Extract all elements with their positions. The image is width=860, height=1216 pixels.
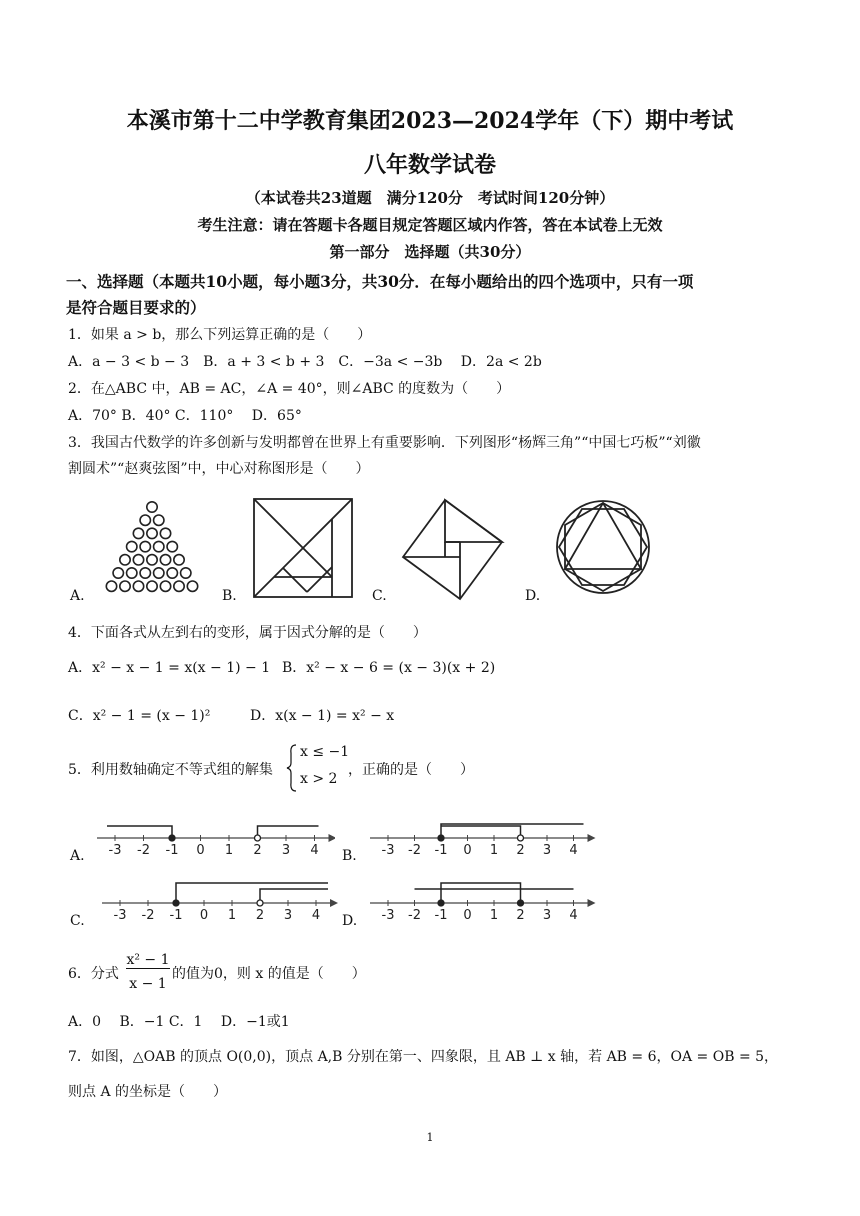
q5-inequality-1: x ≤ −1 — [300, 744, 350, 760]
number-line-a — [95, 810, 335, 860]
tick-label: 1 — [489, 843, 499, 858]
exam-title: 本溪市第十二中学教育集团2023—2024学年（下）期中考试 — [126, 108, 734, 134]
q3-label-c: C. — [372, 588, 387, 604]
tick-label: -2 — [408, 908, 421, 923]
solution-bracket — [107, 826, 172, 838]
tick-label: 2 — [255, 908, 265, 923]
tick-label: 3 — [542, 908, 552, 923]
endpoint-dot — [257, 900, 263, 906]
endpoint-dot — [173, 900, 179, 906]
q5-label-d: D. — [342, 913, 358, 929]
tick-label: 3 — [542, 843, 552, 858]
tick-label: -1 — [165, 843, 179, 858]
exam-subtitle: 八年数学试卷 — [363, 152, 496, 178]
tick-label: 0 — [463, 843, 472, 858]
triangle-circle — [133, 555, 143, 565]
axis-arrow — [588, 899, 596, 907]
endpoint-dot — [438, 835, 444, 841]
solution-bracket — [441, 826, 521, 838]
solution-bracket — [441, 883, 521, 903]
q2-stem: 2．在△ABC 中，AB = AC，∠A = 40°，则∠ABC 的度数为（ ） — [68, 381, 511, 397]
tick-label: -2 — [137, 843, 150, 858]
q4-option-d: D．x(x − 1) = x² − x — [250, 708, 395, 724]
triangle-circle — [120, 581, 130, 591]
endpoint-dot — [255, 835, 261, 841]
tick-label: -1 — [434, 843, 448, 858]
tick-label: 2 — [516, 908, 525, 923]
triangle-circle — [133, 581, 143, 591]
triangle-circle — [181, 568, 191, 578]
q4-option-a: A．x² − x − 1 = x(x − 1) − 1 — [68, 660, 271, 676]
q5-label-c: C. — [70, 913, 85, 929]
page-number: 1 — [426, 1131, 434, 1144]
exam-info: （本试卷共23道题 满分120分 考试时间120分钟） — [245, 189, 615, 207]
tick-label: -1 — [434, 908, 448, 923]
triangle-circle — [106, 581, 116, 591]
triangle-circle — [140, 515, 150, 525]
q4-option-b: B．x² − x − 6 = (x − 3)(x + 2) — [282, 660, 496, 676]
number-line-c — [100, 875, 340, 925]
triangle-circle — [154, 541, 164, 551]
triangle-circle — [154, 568, 164, 578]
q5-stem-prefix: 5．利用数轴确定不等式组的解集 — [68, 762, 273, 778]
solution-bracket — [258, 826, 319, 838]
tick-label: -2 — [408, 843, 421, 858]
q1-stem: 1．如果 a > b，那么下列运算正确的是（ ） — [68, 327, 372, 343]
q6-fraction-numerator: x² − 1 — [126, 952, 170, 968]
q7-line1: 7．如图，△OAB 的顶点 O(0,0)，顶点 A,B 分别在第一、四象限，且 AB ⊥ x 轴，若 AB = 6，OA = OB = 5， — [68, 1049, 779, 1065]
number-line-d — [368, 875, 608, 925]
tick-label: 4 — [311, 908, 321, 923]
tick-label: -3 — [381, 843, 395, 858]
tick-label: 0 — [196, 843, 205, 858]
tangram-figure — [252, 497, 354, 599]
triangle-circle — [113, 568, 123, 578]
tick-label: 4 — [569, 843, 578, 858]
q6-stem-prefix: 6．分式 — [68, 966, 119, 982]
solution-bracket — [176, 883, 328, 903]
q5-stem-suffix: ，正确的是（ ） — [348, 762, 474, 778]
tick-label: 1 — [489, 908, 499, 923]
triangle-circle — [187, 581, 197, 591]
tick-label: -3 — [108, 843, 122, 858]
tick-label: -1 — [169, 908, 183, 923]
tick-label: 2 — [253, 843, 262, 858]
triangle-circle — [160, 555, 170, 565]
q7-line2: 则点 A 的坐标是（ ） — [68, 1084, 228, 1100]
triangle-circle — [127, 568, 137, 578]
tick-label: -3 — [381, 908, 395, 923]
triangle-circle — [147, 555, 157, 565]
triangle-circle — [174, 555, 184, 565]
q3-line2: 割圆术”“赵爽弦图”中，中心对称图形是（ ） — [68, 461, 370, 477]
triangle-circle — [154, 515, 164, 525]
triangle-circle — [140, 541, 150, 551]
q1-options: A．a − 3 < b − 3 B．a + 3 < b + 3 C．−3a < −3b D．2a < 2b — [68, 354, 542, 370]
q6-options: A．0 B．−1 C．1 D．−1或1 — [68, 1014, 290, 1030]
triangle-circle — [167, 541, 177, 551]
tick-label: 1 — [227, 908, 237, 923]
endpoint-dot — [438, 900, 444, 906]
tick-label: 3 — [281, 843, 291, 858]
endpoint-dot — [169, 835, 175, 841]
zhao-shuang-figure — [400, 497, 505, 602]
axis-arrow — [330, 899, 338, 907]
section-heading-line2: 是符合题目要求的） — [66, 298, 206, 317]
endpoint-dot — [518, 900, 524, 906]
q5-label-b: B. — [342, 848, 357, 864]
tick-label: 4 — [569, 908, 578, 923]
endpoint-dot — [518, 835, 524, 841]
tick-label: 1 — [224, 843, 234, 858]
q3-label-d: D. — [525, 588, 541, 604]
q5-label-a: A. — [70, 848, 85, 864]
q6-stem-suffix: 的值为0，则 x 的值是（ ） — [172, 966, 366, 982]
q4-stem: 4．下面各式从左到右的变形，属于因式分解的是（ ） — [68, 625, 427, 641]
q3-line1: 3．我国古代数学的许多创新与发明都曾在世界上有重要影响．下列图形“杨辉三角”“中国七巧板”“刘徽 — [68, 435, 701, 451]
part-heading: 第一部分 选择题（共30分） — [329, 243, 531, 261]
axis-arrow — [329, 834, 336, 842]
solution-bracket — [260, 889, 328, 903]
triangle-circle — [147, 581, 157, 591]
q3-label-b: B. — [222, 588, 237, 604]
liu-hui-circle-figure — [553, 497, 653, 597]
q6-fraction-denominator: x − 1 — [129, 976, 167, 992]
triangle-circle — [160, 528, 170, 538]
yang-hui-triangle-figure — [95, 498, 210, 598]
tick-label: 3 — [283, 908, 293, 923]
tick-label: 0 — [199, 908, 209, 923]
triangle-circle — [167, 568, 177, 578]
q4-option-c: C．x² − 1 = (x − 1)² — [68, 708, 211, 724]
exam-notice: 考生注意：请在答题卡各题目规定答题区域内作答，答在本试卷上无效 — [197, 216, 663, 234]
triangle-circle — [133, 528, 143, 538]
number-line-b — [368, 810, 608, 860]
tick-label: -3 — [113, 908, 127, 923]
q5-inequality-2: x > 2 — [300, 771, 338, 787]
q3-label-a: A. — [70, 588, 85, 604]
triangle-circle — [147, 502, 157, 512]
triangle-circle — [174, 581, 184, 591]
tick-label: -2 — [141, 908, 155, 923]
tick-label: 2 — [516, 843, 525, 858]
triangle-circle — [160, 581, 170, 591]
tick-label: 0 — [463, 908, 472, 923]
triangle-circle — [120, 555, 130, 565]
tick-label: 4 — [310, 843, 319, 858]
axis-arrow — [588, 834, 596, 842]
system-brace — [286, 743, 298, 793]
triangle-circle — [140, 568, 150, 578]
section-heading-line1: 一、选择题（本题共10小题，每小题3分，共30分．在每小题给出的四个选项中，只有一项 — [66, 272, 694, 291]
q2-options: A．70° B．40° C．110° D．65° — [68, 408, 302, 424]
triangle-circle — [127, 541, 137, 551]
triangle-circle — [147, 528, 157, 538]
